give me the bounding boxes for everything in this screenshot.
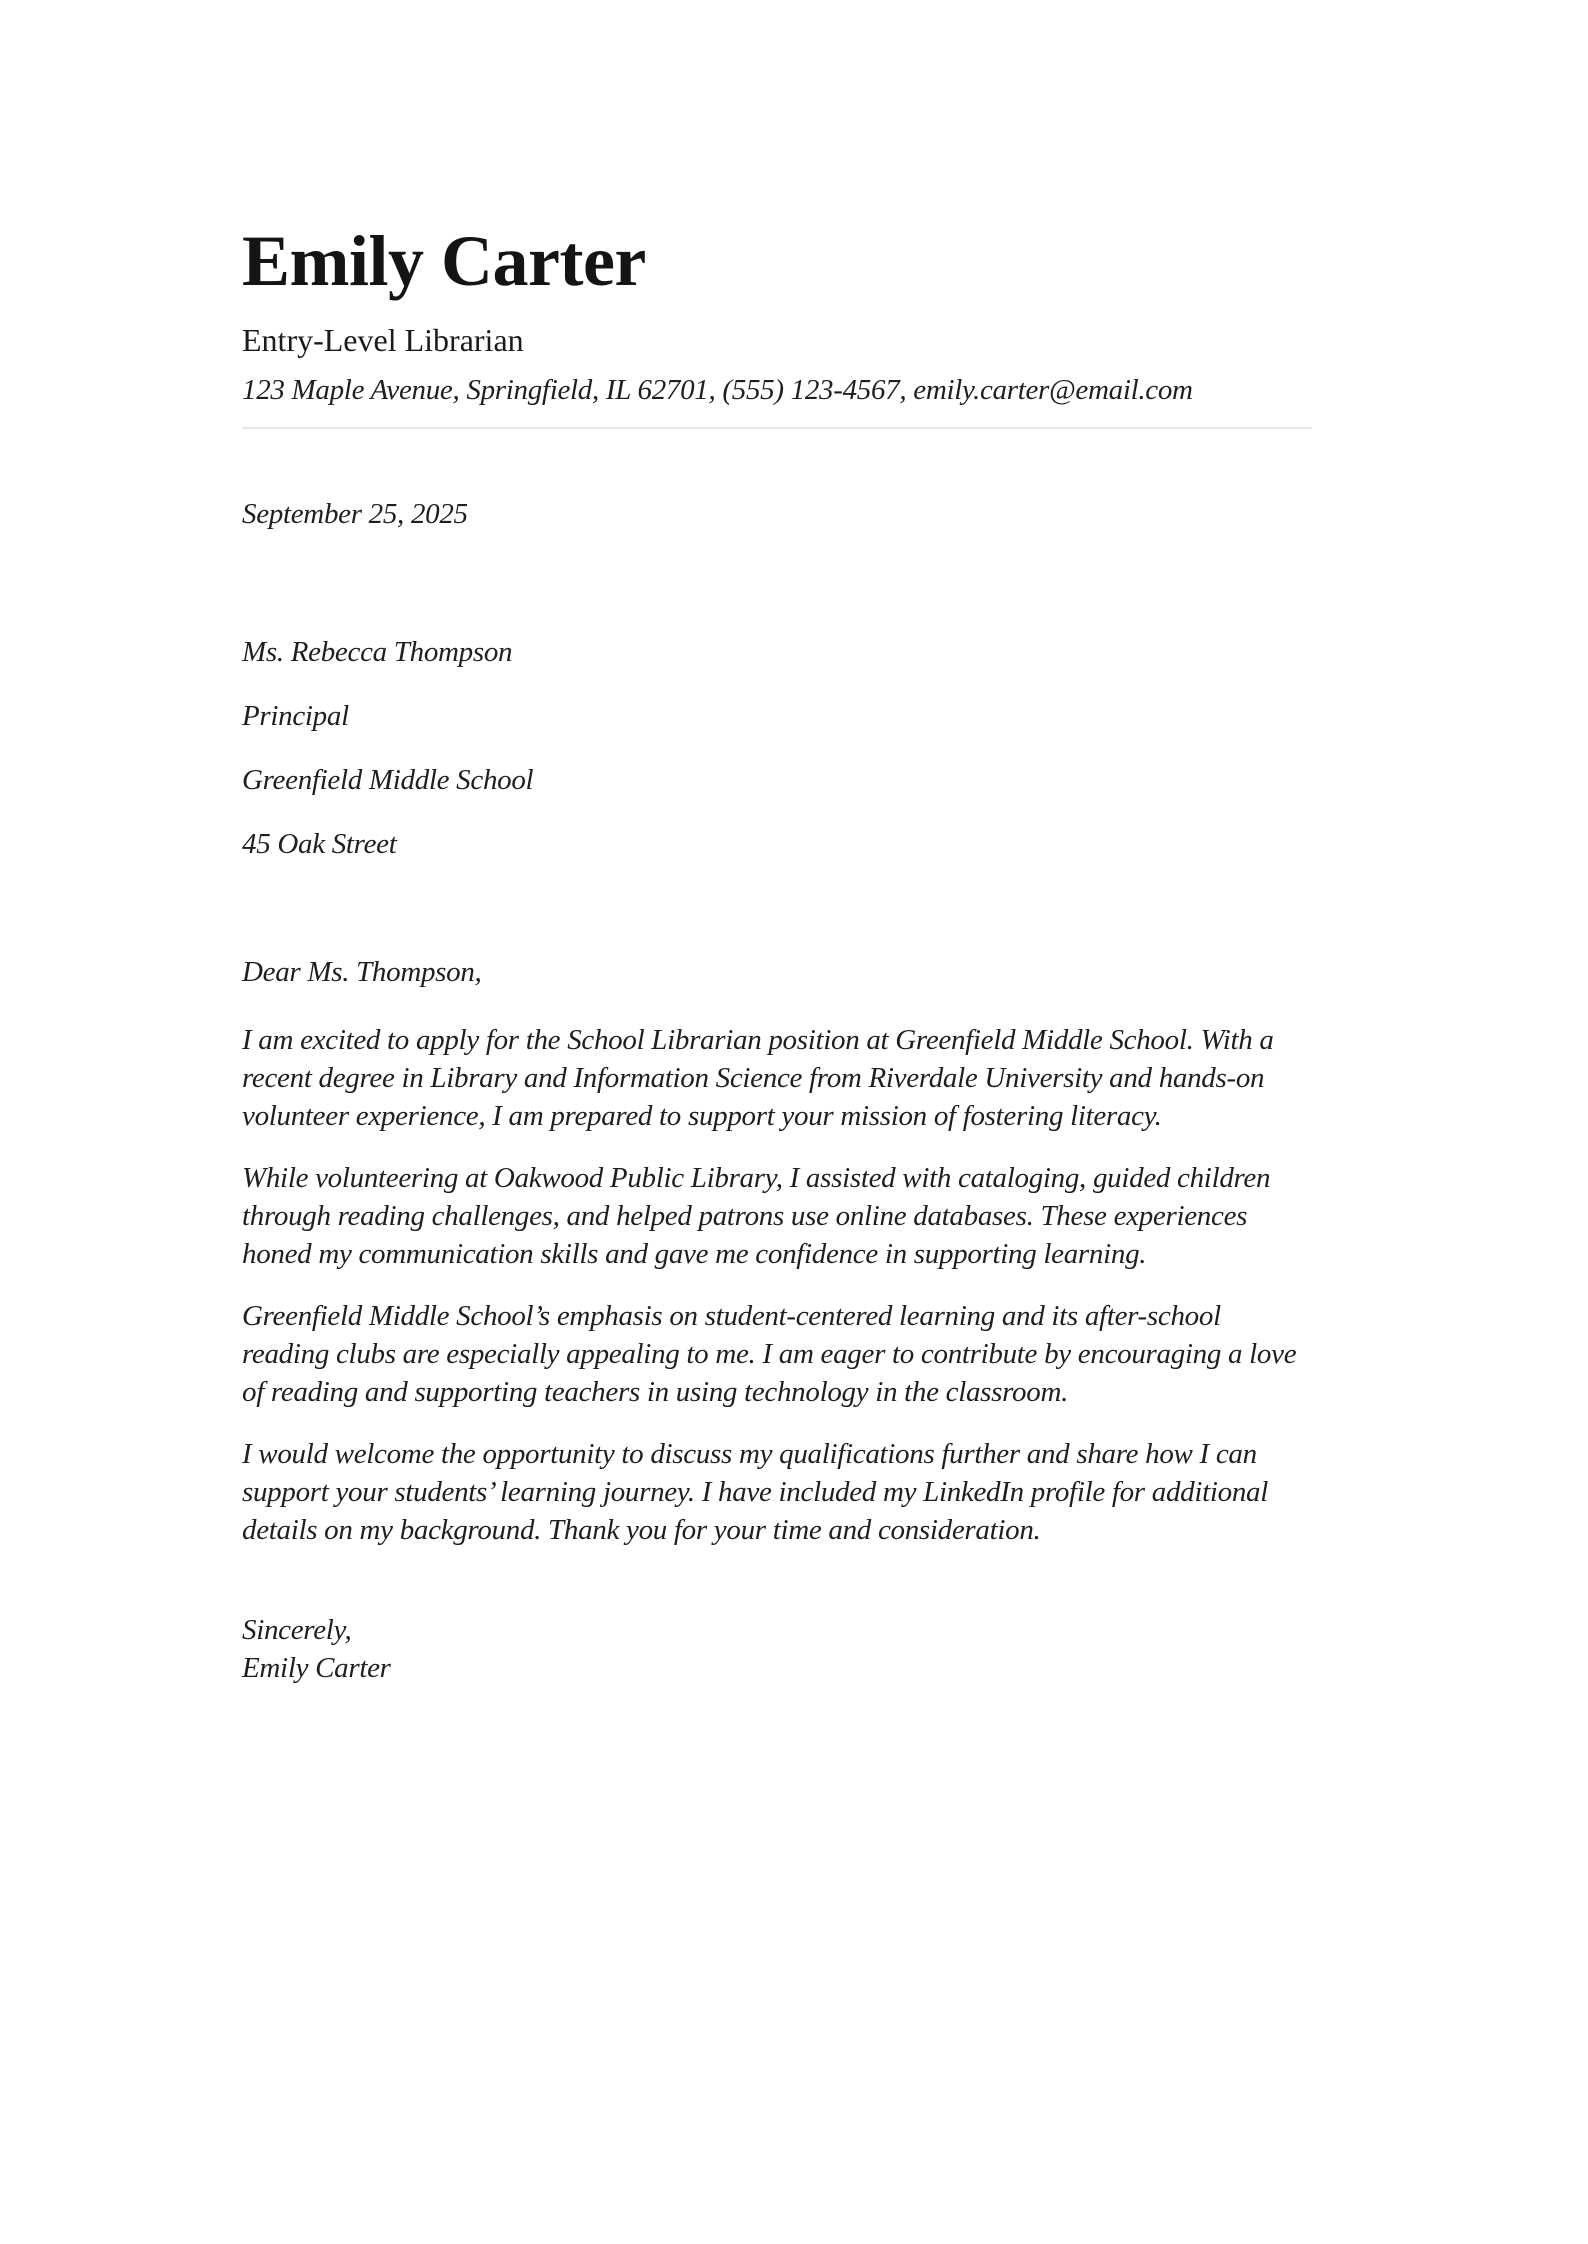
recipient-organization: Greenfield Middle School: [242, 764, 534, 796]
letter-body: [242, 1021, 1312, 1549]
letter-content: [242, 221, 1312, 1687]
contact-info-line: 123 Maple Avenue, Springfield, IL 62701, (555) 123-4567, emily.carter@email.com: [242, 374, 1193, 406]
body-paragraph-closing: I would welcome the opportunity to discuss my qualifications further and share how I can support your students’ learning journey. I have included my LinkedIn profile for additional details on my background. Thank you for your time and consideration.: [242, 1438, 1268, 1546]
body-paragraph-experience: While volunteering at Oakwood Public Library, I assisted with cataloging, guided children through reading challenges, and helped patrons use online databases. These experiences honed my communication skills and gave me confidence in supporting learning.: [242, 1162, 1271, 1270]
recipient-name: Ms. Rebecca Thompson: [242, 636, 513, 668]
signature-name: Emily Carter: [242, 1652, 391, 1684]
signature-block: [242, 1611, 1312, 1687]
recipient-job-title: Principal: [242, 700, 349, 732]
recipient-block: [242, 633, 1312, 863]
recipient-address: 45 Oak Street: [242, 828, 397, 860]
candidate-job-title: Entry-Level Librarian: [242, 322, 524, 358]
body-paragraph-fit: Greenfield Middle School’s emphasis on student-centered learning and its after-school reading clubs are especially appealing to me. I am eager to contribute by encouraging a love of reading and supporting teachers in using technology in the classroom.: [242, 1300, 1297, 1408]
salutation: Dear Ms. Thompson,: [242, 956, 482, 988]
body-paragraph-intro: I am excited to apply for the School Librarian position at Greenfield Middle School. With a recent degree in Library and Information Science from Riverdale University and hands-on volunteer experience, I am prepared to support your mission of fostering literacy.: [242, 1024, 1274, 1132]
closing-line: Sincerely,: [242, 1614, 352, 1646]
letter-header: [242, 221, 1312, 429]
letter-date: September 25, 2025: [242, 498, 468, 530]
header-divider: [242, 427, 1312, 429]
candidate-name: Emily Carter: [242, 221, 646, 301]
